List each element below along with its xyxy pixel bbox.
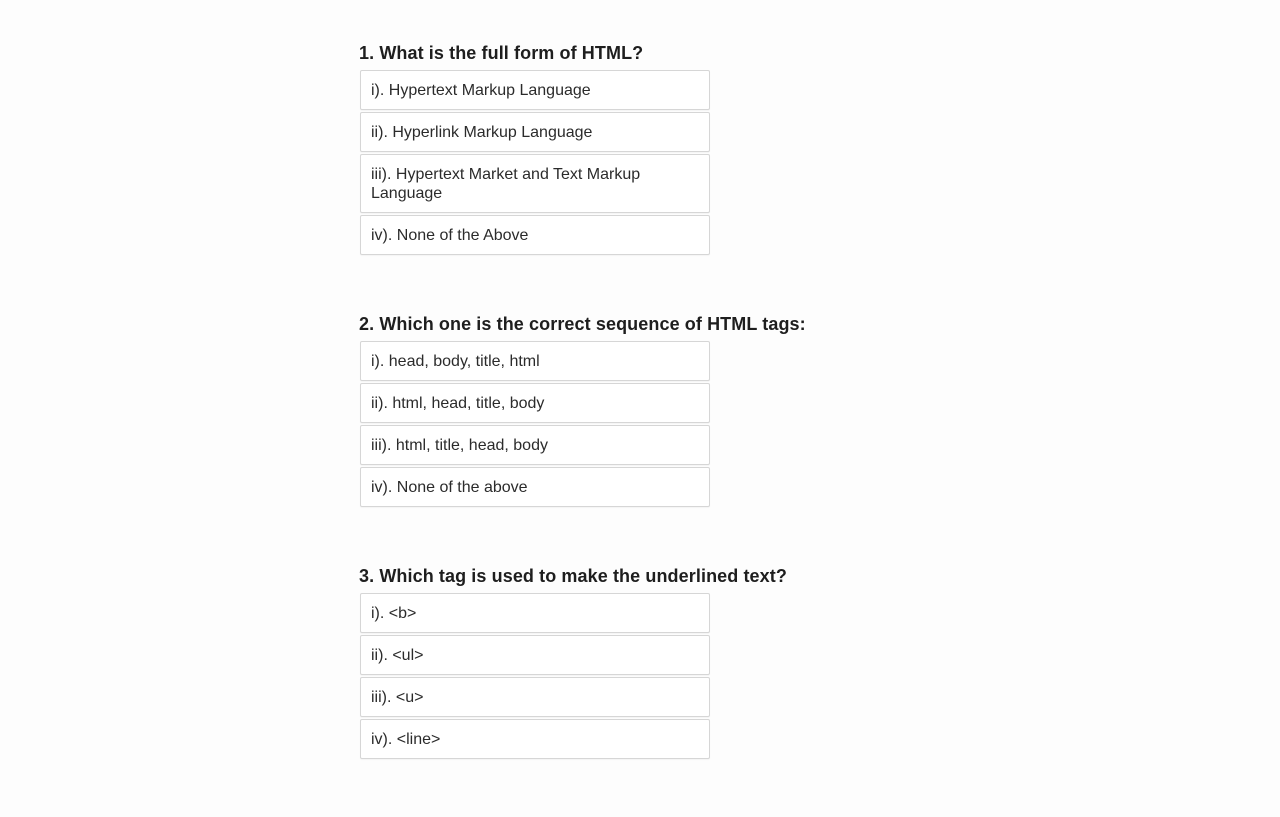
option-button[interactable]: iii). html, title, head, body bbox=[360, 425, 710, 465]
option-list bbox=[360, 341, 839, 507]
option-button[interactable]: iii). Hypertext Market and Text Markup Language bbox=[360, 154, 710, 213]
option-button[interactable]: ii). <ul> bbox=[360, 635, 710, 675]
option-button[interactable]: i). Hypertext Markup Language bbox=[360, 70, 710, 110]
option-button[interactable]: iv). <line> bbox=[360, 719, 710, 759]
option-list bbox=[360, 70, 839, 255]
option-button[interactable]: iv). None of the Above bbox=[360, 215, 710, 255]
question-title: 2. Which one is the correct sequence of HTML tags: bbox=[359, 314, 806, 334]
option-button[interactable]: ii). html, head, title, body bbox=[360, 383, 710, 423]
question-title: 3. Which tag is used to make the underlined text? bbox=[359, 566, 787, 586]
question-1 bbox=[359, 42, 839, 255]
question-3 bbox=[359, 565, 839, 759]
option-list bbox=[360, 593, 839, 759]
option-button[interactable]: i). head, body, title, html bbox=[360, 341, 710, 381]
question-2 bbox=[359, 313, 839, 507]
question-title: 1. What is the full form of HTML? bbox=[359, 43, 644, 63]
option-button[interactable]: iv). None of the above bbox=[360, 467, 710, 507]
quiz-container bbox=[359, 42, 839, 817]
option-button[interactable]: ii). Hyperlink Markup Language bbox=[360, 112, 710, 152]
option-button[interactable]: iii). <u> bbox=[360, 677, 710, 717]
option-button[interactable]: i). <b> bbox=[360, 593, 710, 633]
